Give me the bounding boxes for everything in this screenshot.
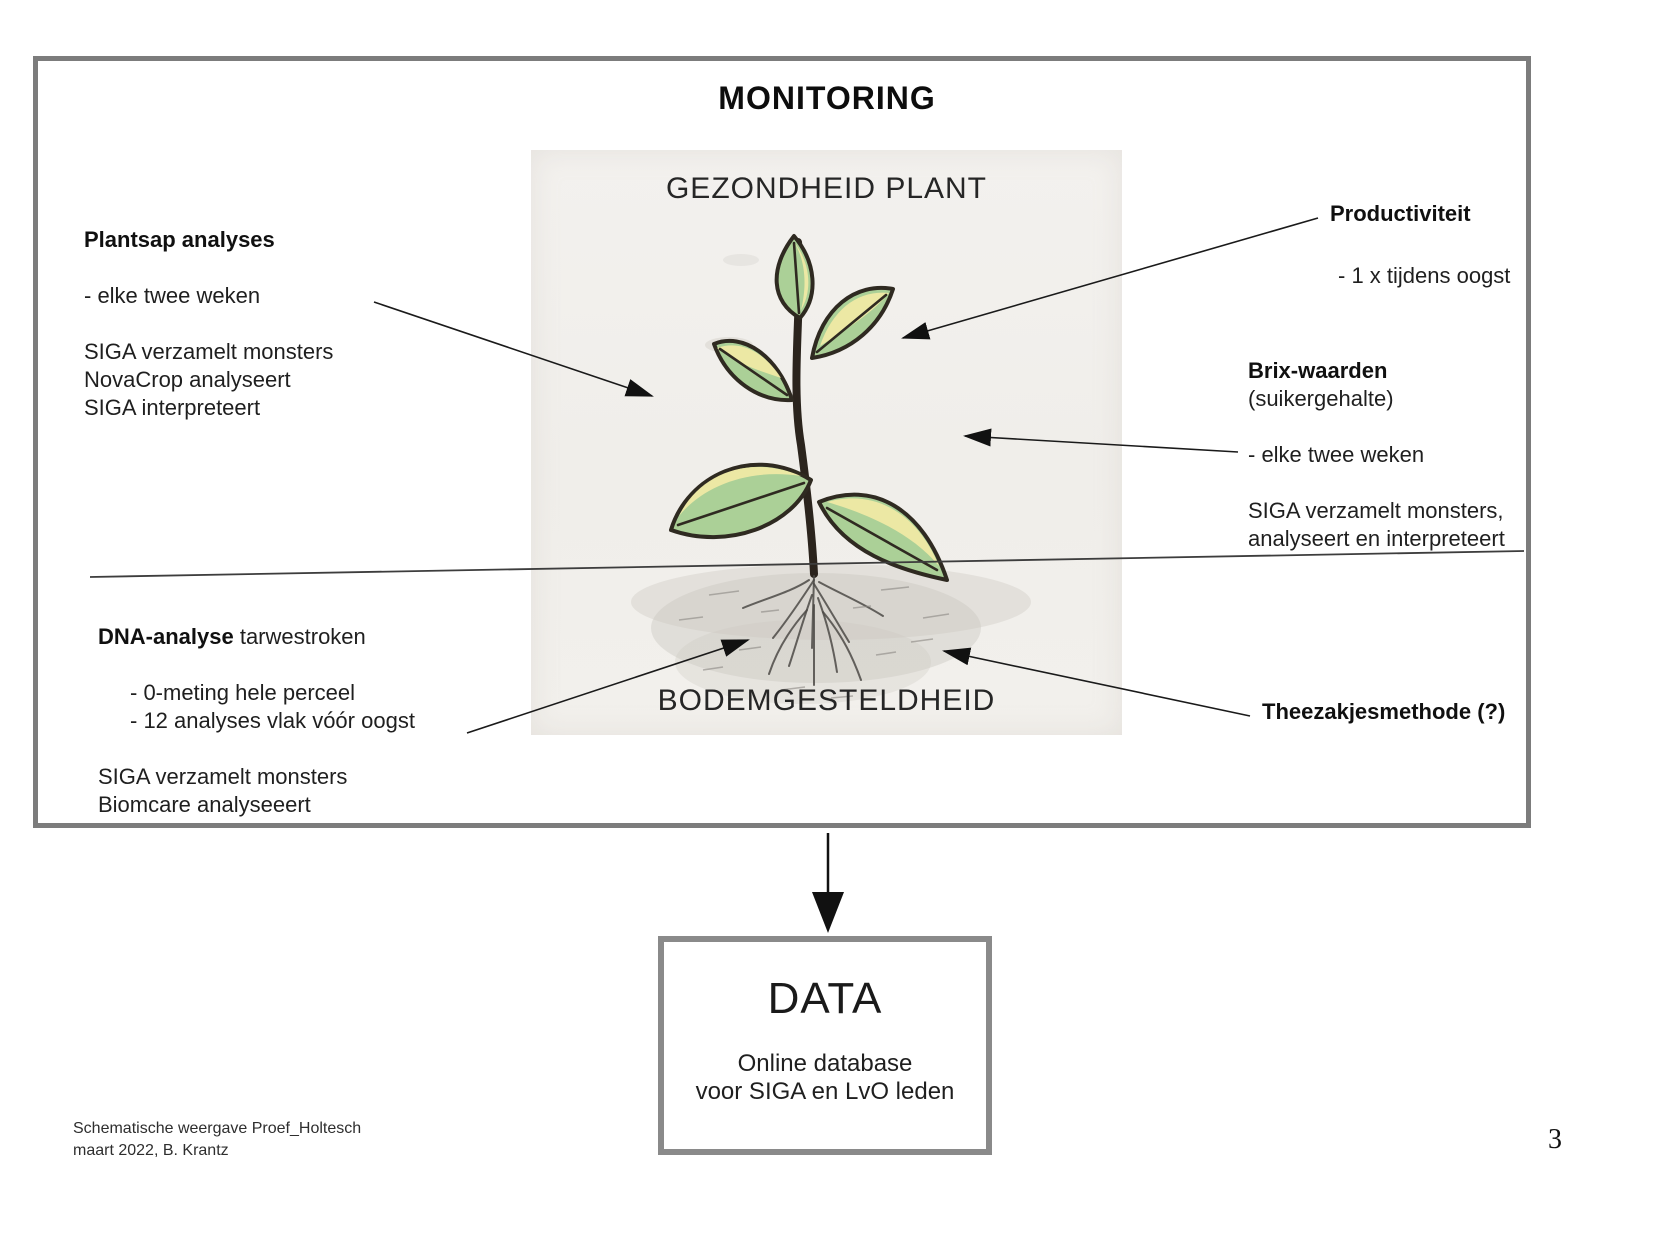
dna-bullet: - 12 analyses vlak vóór oogst bbox=[130, 708, 415, 733]
dna-line: Biomcare analyseeert bbox=[98, 792, 311, 817]
data-box bbox=[658, 936, 992, 1155]
brix-line: SIGA verzamelt monsters, bbox=[1248, 498, 1504, 523]
flow-arrow-down-head bbox=[812, 892, 844, 933]
brix-subheading: (suikergehalte) bbox=[1248, 386, 1394, 411]
plantsap-heading: Plantsap analyses bbox=[84, 227, 275, 252]
dna-bullet: - 0-meting hele perceel bbox=[130, 680, 356, 705]
dna-line: SIGA verzamelt monsters bbox=[98, 764, 348, 789]
dna-heading: DNA-analyse tarwestroken bbox=[98, 624, 366, 649]
plant-photo bbox=[531, 150, 1122, 735]
brix-line: analyseert en interpreteert bbox=[1248, 526, 1505, 551]
plantsap-line: NovaCrop analyseert bbox=[84, 367, 291, 392]
plantsap-block bbox=[84, 226, 333, 422]
plantsap-frequency: - elke twee weken bbox=[84, 283, 261, 308]
page-number: 3 bbox=[1548, 1124, 1562, 1155]
productiviteit-heading: Productiviteit bbox=[1330, 201, 1471, 226]
plantsap-line: SIGA verzamelt monsters bbox=[84, 339, 334, 364]
theezakjes-heading: Theezakjesmethode (?) bbox=[1262, 699, 1506, 724]
brix-block bbox=[1248, 357, 1505, 553]
photo-top-label: GEZONDHEID PLANT bbox=[665, 172, 988, 205]
dna-block bbox=[98, 623, 415, 819]
footer-caption: Schematische weergave Proef_Holtesch maart 2022, B. Krantz bbox=[73, 1120, 362, 1159]
plant-leaf bbox=[671, 465, 811, 537]
brix-heading: Brix-waarden bbox=[1248, 358, 1388, 383]
photo-bottom-label: BODEMGESTELDHEID bbox=[657, 684, 996, 717]
brix-frequency: - elke twee weken bbox=[1248, 442, 1425, 467]
page-title: MONITORING bbox=[718, 80, 936, 116]
plant-leaf bbox=[812, 288, 893, 358]
productiviteit-frequency: - 1 x tijdens oogst bbox=[1338, 263, 1511, 288]
plantsap-line: SIGA interpreteert bbox=[84, 395, 261, 420]
data-box-line: voor SIGA en LvO leden bbox=[695, 1078, 955, 1105]
plant-illustration bbox=[531, 150, 1122, 735]
data-box-title: DATA bbox=[767, 974, 883, 1023]
data-box-line: Online database bbox=[737, 1050, 913, 1077]
plant-leaf bbox=[714, 341, 792, 400]
plant-leaf bbox=[777, 236, 813, 318]
